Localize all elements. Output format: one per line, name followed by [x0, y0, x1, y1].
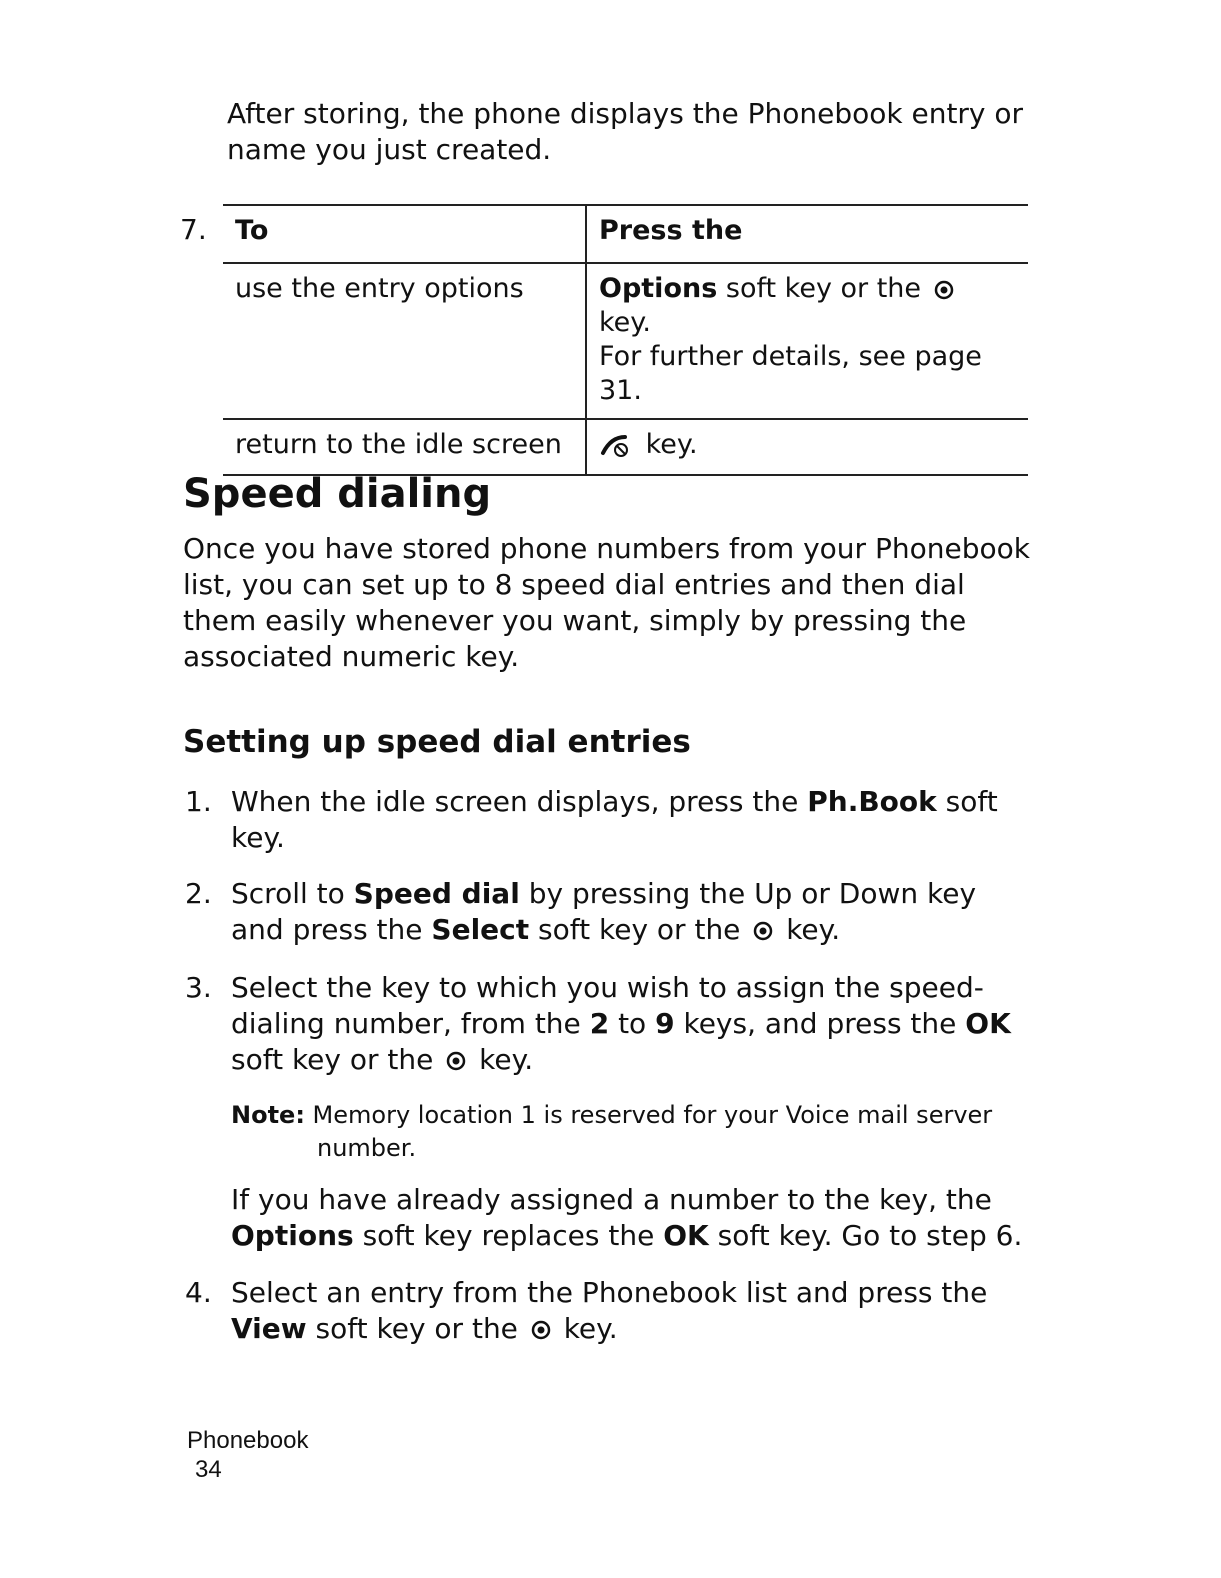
- row-entry-options-press: [586, 263, 1028, 419]
- text: key.: [777, 913, 841, 946]
- text: keys, and press the: [674, 1007, 966, 1040]
- step-number: 1.: [185, 785, 212, 818]
- text: If you have already assigned a number to the key, the: [231, 1183, 992, 1216]
- text: Scroll to: [231, 877, 354, 910]
- note-block: [231, 1099, 1021, 1165]
- page-footer: [187, 1426, 308, 1484]
- section-body: Once you have stored phone numbers from your Phonebook list, you can set up to 8 speed dial entries and then dial them easily whenever you want, simply by pressing the associated numeric key.: [183, 532, 1030, 673]
- note-line-2: number.: [317, 1134, 417, 1162]
- press-text: soft key or the: [717, 273, 930, 304]
- row-idle-screen-press: [586, 419, 1028, 475]
- note-line-1: Memory location 1 is reserved for your Voice mail server: [304, 1101, 993, 1129]
- key-2-label: 2: [589, 1007, 610, 1040]
- select-key-label: Select: [431, 913, 530, 946]
- text: to: [609, 1007, 656, 1040]
- ok-center-key-icon: [934, 280, 954, 300]
- ok-center-key-icon: [531, 1320, 551, 1340]
- text: Select an entry from the Phonebook list and press the: [231, 1276, 988, 1309]
- text: key.: [554, 1312, 618, 1345]
- step-text: [231, 970, 1031, 1078]
- ph-book-key-label: Ph.Book: [807, 785, 937, 818]
- footer-section: Phonebook: [187, 1427, 309, 1454]
- text: Select the key to which you wish to assign the speed-dialing number, from the: [231, 971, 984, 1040]
- text: soft key.: [231, 785, 998, 854]
- ok-key-label: OK: [663, 1219, 709, 1252]
- text: When the idle screen displays, press the: [231, 785, 808, 818]
- press-details: For further details, see page 31.: [599, 341, 982, 406]
- view-key-label: View: [231, 1312, 307, 1345]
- step-text: [231, 876, 1031, 948]
- step-number: 4.: [185, 1276, 212, 1309]
- key-action-table: [223, 204, 1028, 476]
- text: soft key or the: [529, 913, 750, 946]
- step-number: 3.: [185, 971, 212, 1004]
- ok-center-key-icon: [753, 921, 773, 941]
- end-call-key-icon: [599, 433, 633, 459]
- text: soft key or the: [231, 1043, 443, 1076]
- text: soft key. Go to step 6.: [708, 1219, 1023, 1252]
- row-idle-screen-to: return to the idle screen: [235, 429, 562, 460]
- row-entry-options-to: use the entry options: [235, 273, 524, 304]
- options-key-label: Options: [231, 1219, 354, 1252]
- text: by pressing the Up or Down key and press the: [231, 877, 977, 946]
- step-text: [231, 784, 1031, 856]
- text: key.: [470, 1043, 534, 1076]
- ok-center-key-icon: [446, 1051, 466, 1071]
- text: soft key replaces the: [353, 1219, 664, 1252]
- header-to: To: [235, 215, 269, 246]
- table-row: [223, 263, 1028, 419]
- step-number: 2.: [185, 877, 212, 910]
- text: soft key or the: [306, 1312, 527, 1345]
- ok-key-label: OK: [965, 1007, 1011, 1040]
- subsection-title: Setting up speed dial entries: [183, 724, 691, 760]
- step-7-number: 7.: [180, 213, 207, 246]
- options-key-label: Options: [599, 273, 718, 304]
- replacement-note: [231, 1182, 1031, 1254]
- table-header-row: [223, 205, 1028, 263]
- step-text: [231, 1275, 1031, 1347]
- key-9-label: 9: [655, 1007, 675, 1040]
- section-title: Speed dialing: [183, 471, 492, 517]
- header-press: Press the: [586, 205, 1028, 263]
- table-row: [223, 419, 1028, 475]
- page-number: 34: [195, 1456, 222, 1483]
- note-label: Note:: [231, 1101, 305, 1129]
- press-text: key.: [637, 429, 698, 460]
- intro-paragraph: After storing, the phone displays the Phonebook entry or name you just created.: [227, 97, 1024, 166]
- speed-dial-label: Speed dial: [353, 877, 520, 910]
- press-text-end: key.: [599, 307, 651, 338]
